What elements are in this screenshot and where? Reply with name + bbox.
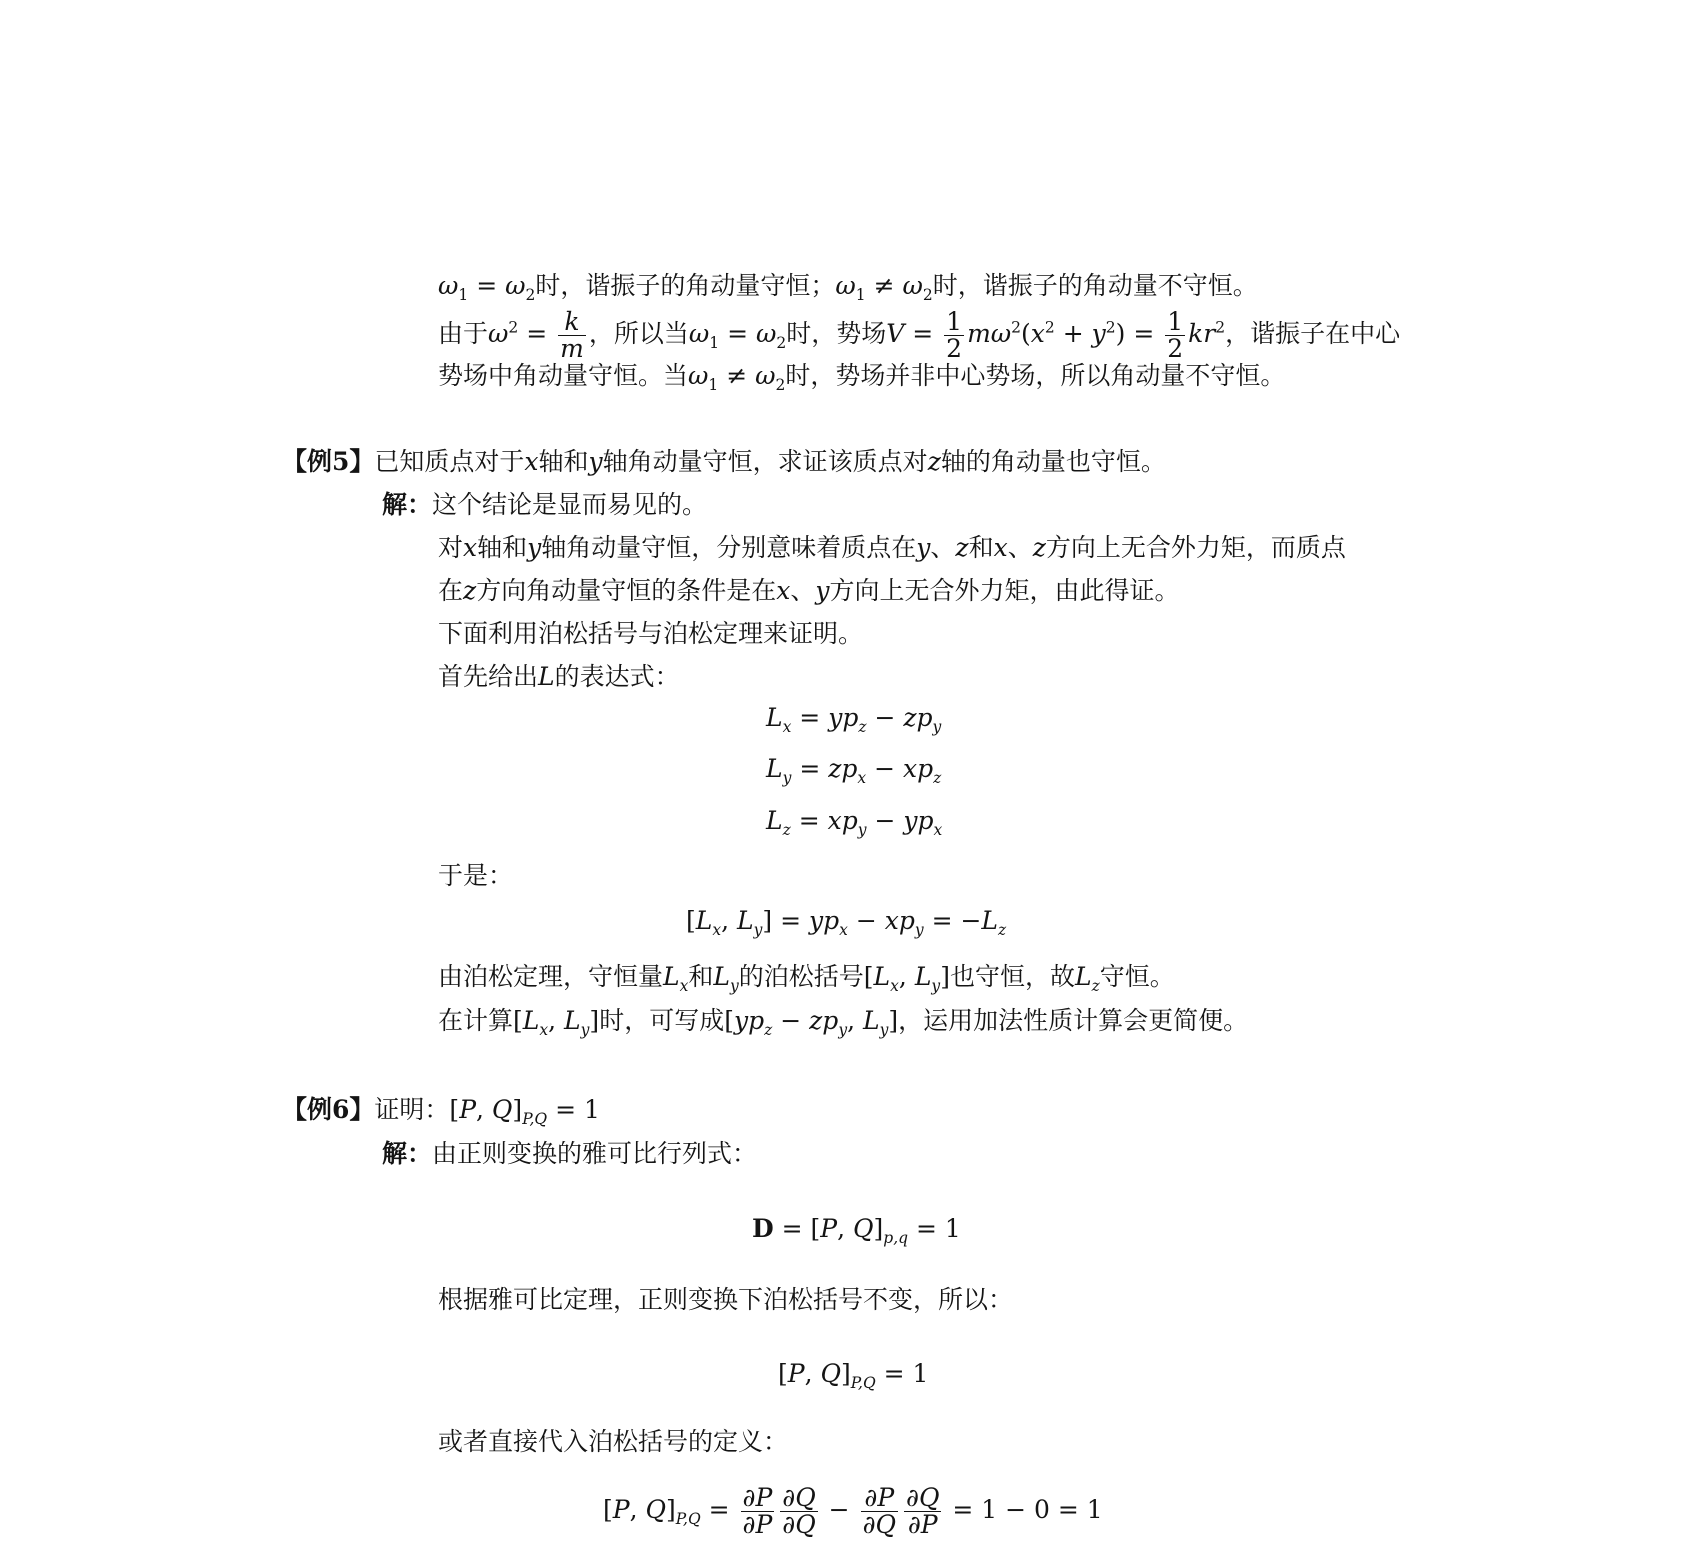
example-5-text-4: 下面利用泊松括号与泊松定理来证明。 [438,619,864,648]
equation-bracket: [$L_x$, $L_y] = yp_x - xp_y = -L_z$ [686,906,1007,939]
equation-lz: $L_z = xp_y - yp_x$ [766,806,943,839]
example-6-tag: 【例6】 [282,1095,375,1124]
example-6-solution-start: 解：由正则变换的雅可比行列式： [382,1139,758,1168]
equation-definition: [P, $Q]_{P,Q}$ = $\frac{\partial P}{\partial P}$ $\frac{\partial Q}{\partial Q}$ − $\frac{\partial P}{\partial Q}$ $\frac{\partial Q}{\partial P}$ = 1 − 0 = 1 [603,1482,1103,1539]
equation-invariance: [P, $Q]_{P,Q} = 1$ [778,1359,929,1392]
example-6-question: 【例6】证明：[P, $Q]_{P,Q} = 1$ [282,1095,600,1128]
text-line-3: 势场中角动量守恒。当$\omega_1 \ne \omega_2$时，势场并非中心势场，所以角动量不守恒。 [438,361,1286,394]
example-5-text-5: 首先给出L的表达式： [438,662,680,691]
example-5-tag: 【例5】 [282,447,375,476]
example-5-solution-start: 解：这个结论是显而易见的。 [382,490,708,519]
equation-lx: $L_x = yp_z - zp_y$ [766,703,942,736]
example-5-text-7: 由泊松定理，守恒量$L_x$和$L_y$的泊松括号[$L_x$, $L_y$]也守恒，故$L_z$守恒。 [438,962,1175,995]
example-5-text-6: 于是： [438,861,514,890]
example-5-text-2: 对x轴和y轴角动量守恒，分别意味着质点在y、z和x、z方向上无合外力矩，而质点 [438,533,1346,562]
equation-jacobian: D = [P, $Q]_{p,q} = 1$ [752,1214,961,1247]
equation-ly: $L_y = zp_x - xp_z$ [766,754,942,787]
example-5-question: 【例5】已知质点对于x轴和y轴角动量守恒，求证该质点对z轴的角动量也守恒。 [282,447,1166,476]
text-line-2: 由于$\omega^2$ = $\frac{k}{m}$ ，所以当$\omega_1 = \omega_2$时，势场V = $\frac{1}{2}$ $m\omega^2(x^2 + y^2)$ = $\frac{1}{2}$ $kr^2$，谐振子在中心 [438,306,1401,363]
text-line-1: $\omega_1 = \omega_2$时，谐振子的角动量守恒；$\omega_1 \ne \omega_2$时，谐振子的角动量不守恒。 [438,271,1258,304]
example-5-text-3: 在z方向角动量守恒的条件是在x、y方向上无合外力矩，由此得证。 [438,576,1180,605]
example-6-text-2: 根据雅可比定理，正则变换下泊松括号不变，所以： [438,1285,1014,1314]
example-5-text-8: 在计算[$L_x$, $L_y$]时，可写成[$yp_z - zp_y$, $L_y$]，运用加法性质计算会更简便。 [438,1006,1249,1039]
example-6-text-3: 或者直接代入泊松括号的定义： [438,1427,789,1456]
